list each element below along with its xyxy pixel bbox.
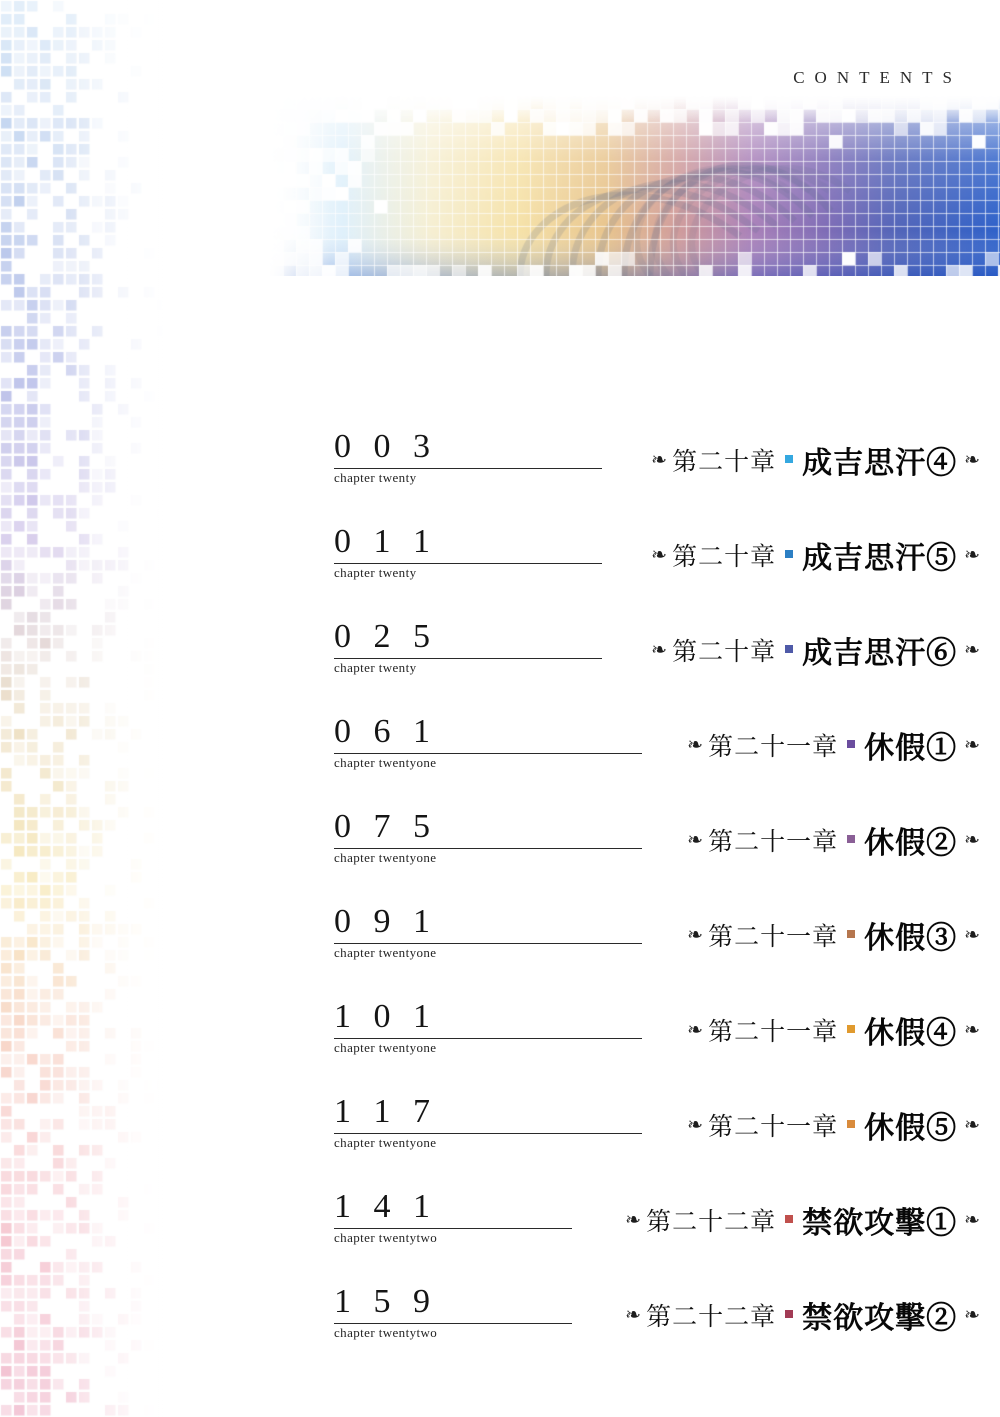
- flourish-left-icon: ❧: [651, 448, 668, 471]
- toc-entry-chapter-cn: 第二十一章: [708, 827, 839, 856]
- toc-entry-number-block: [332, 1000, 562, 1056]
- flourish-right-icon: ❧: [964, 1208, 980, 1231]
- toc-entry-title: 成吉思汗⑤: [802, 541, 958, 576]
- toc-entry-page-number: 0 9 1: [334, 903, 437, 940]
- toc-entry-title: 禁欲攻擊①: [802, 1206, 958, 1241]
- toc-entry[interactable]: [300, 1275, 980, 1370]
- toc-entry-page-number: 0 1 1: [334, 523, 437, 560]
- toc-entry-title: 成吉思汗④: [802, 446, 958, 481]
- banner-image: [270, 96, 1000, 276]
- toc-entry-page-number: 0 0 3: [334, 428, 437, 465]
- toc-entry[interactable]: [300, 420, 980, 515]
- separator-dot-icon: [847, 740, 855, 748]
- toc-entry-rule: [334, 1228, 572, 1229]
- toc-entry-page-number: 1 4 1: [334, 1188, 437, 1225]
- toc-entry-chapter-en: chapter twentyone: [334, 1135, 437, 1150]
- flourish-right-icon: ❧: [964, 1018, 980, 1041]
- toc-entry-chapter-en: chapter twentyone: [334, 755, 437, 770]
- toc-entry-number-block: [332, 1095, 562, 1151]
- flourish-left-icon: ❧: [625, 1208, 642, 1231]
- toc-entry-page-number: 0 2 5: [334, 618, 437, 655]
- separator-dot-icon: [847, 835, 855, 843]
- toc-entry-title-block: [651, 533, 980, 577]
- toc-entry-title-block: [651, 628, 980, 672]
- toc-entry-chapter-en: chapter twenty: [334, 660, 417, 675]
- toc-entry-chapter-en: chapter twentyone: [334, 1040, 437, 1055]
- toc-entry-title-block: [687, 723, 980, 767]
- toc-entry-chapter-en: chapter twentyone: [334, 850, 437, 865]
- flourish-left-icon: ❧: [651, 638, 668, 661]
- toc-entry-rule: [334, 943, 642, 944]
- toc-entry-rule: [334, 1133, 642, 1134]
- toc-entry-title: 成吉思汗⑥: [802, 636, 958, 671]
- toc-entry-chapter-cn: 第二十一章: [708, 1112, 839, 1141]
- toc-entry[interactable]: [300, 990, 980, 1085]
- toc-entry-title-block: [687, 818, 980, 862]
- toc-entry-chapter-cn: 第二十一章: [708, 922, 839, 951]
- toc-entry-chapter-cn: 第二十二章: [646, 1207, 777, 1236]
- separator-dot-icon: [847, 1025, 855, 1033]
- toc-entry[interactable]: [300, 895, 980, 990]
- table-of-contents: [300, 420, 980, 1370]
- toc-entry-chapter-cn: 第二十一章: [708, 732, 839, 761]
- toc-entry-title: 休假⑤: [864, 1111, 958, 1146]
- toc-entry-number-block: [332, 430, 562, 486]
- toc-entry-chapter-en: chapter twentytwo: [334, 1325, 438, 1340]
- toc-entry-title: 休假③: [864, 921, 958, 956]
- flourish-right-icon: ❧: [964, 638, 980, 661]
- toc-entry[interactable]: [300, 515, 980, 610]
- toc-entry-title-block: [625, 1293, 980, 1337]
- flourish-left-icon: ❧: [687, 1113, 704, 1136]
- toc-entry-title-block: [687, 913, 980, 957]
- flourish-left-icon: ❧: [687, 1018, 704, 1041]
- toc-entry[interactable]: [300, 705, 980, 800]
- toc-entry-title: 休假②: [864, 826, 958, 861]
- flourish-left-icon: ❧: [625, 1303, 642, 1326]
- flourish-right-icon: ❧: [964, 1113, 980, 1136]
- toc-entry-chapter-cn: 第二十一章: [708, 1017, 839, 1046]
- toc-entry-rule: [334, 563, 602, 564]
- toc-entry[interactable]: [300, 1085, 980, 1180]
- toc-entry-number-block: [332, 1285, 562, 1341]
- flourish-right-icon: ❧: [964, 448, 980, 471]
- flourish-left-icon: ❧: [651, 543, 668, 566]
- flourish-left-icon: ❧: [687, 828, 704, 851]
- toc-entry-chapter-en: chapter twentyone: [334, 945, 437, 960]
- toc-entry-chapter-cn: 第二十二章: [646, 1302, 777, 1331]
- separator-dot-icon: [785, 645, 793, 653]
- toc-entry-chapter-en: chapter twentytwo: [334, 1230, 438, 1245]
- toc-entry-title-block: [625, 1198, 980, 1242]
- separator-dot-icon: [785, 455, 793, 463]
- banner-gradient-canvas: [270, 96, 1000, 276]
- separator-dot-icon: [785, 1215, 793, 1223]
- toc-entry-chapter-cn: 第二十章: [672, 637, 777, 666]
- toc-entry-chapter-cn: 第二十章: [672, 447, 777, 476]
- toc-entry-title-block: [651, 438, 980, 482]
- flourish-left-icon: ❧: [687, 733, 704, 756]
- toc-entry-number-block: [332, 715, 562, 771]
- separator-dot-icon: [785, 550, 793, 558]
- toc-entry-page-number: 1 5 9: [334, 1283, 437, 1320]
- toc-entry-chapter-en: chapter twenty: [334, 470, 417, 485]
- toc-entry-number-block: [332, 1190, 562, 1246]
- separator-dot-icon: [847, 930, 855, 938]
- flourish-right-icon: ❧: [964, 923, 980, 946]
- left-mosaic-canvas: [0, 0, 170, 1417]
- toc-entry[interactable]: [300, 1180, 980, 1275]
- flourish-right-icon: ❧: [964, 543, 980, 566]
- toc-entry-rule: [334, 658, 602, 659]
- toc-entry-title: 休假④: [864, 1016, 958, 1051]
- toc-entry-number-block: [332, 620, 562, 676]
- separator-dot-icon: [785, 1310, 793, 1318]
- toc-entry-title-block: [687, 1103, 980, 1147]
- separator-dot-icon: [847, 1120, 855, 1128]
- toc-entry-page-number: 1 0 1: [334, 998, 437, 1035]
- toc-entry[interactable]: [300, 800, 980, 895]
- toc-entry-number-block: [332, 525, 562, 581]
- flourish-left-icon: ❧: [687, 923, 704, 946]
- toc-entry-chapter-cn: 第二十章: [672, 542, 777, 571]
- toc-entry-chapter-en: chapter twenty: [334, 565, 417, 580]
- toc-entry-rule: [334, 1323, 572, 1324]
- toc-entry[interactable]: [300, 610, 980, 705]
- toc-entry-rule: [334, 1038, 642, 1039]
- toc-entry-page-number: 0 7 5: [334, 808, 437, 845]
- flourish-right-icon: ❧: [964, 1303, 980, 1326]
- toc-entry-title-block: [687, 1008, 980, 1052]
- left-mosaic-decoration: [0, 0, 170, 1417]
- toc-entry-title: 休假①: [864, 731, 958, 766]
- toc-entry-title: 禁欲攻擊②: [802, 1301, 958, 1336]
- flourish-right-icon: ❧: [964, 828, 980, 851]
- toc-entry-rule: [334, 848, 642, 849]
- toc-entry-page-number: 0 6 1: [334, 713, 437, 750]
- flourish-right-icon: ❧: [964, 733, 980, 756]
- toc-entry-page-number: 1 1 7: [334, 1093, 437, 1130]
- toc-entry-number-block: [332, 905, 562, 961]
- page-title: CONTENTS: [793, 68, 962, 87]
- toc-entry-number-block: [332, 810, 562, 866]
- toc-entry-rule: [334, 468, 602, 469]
- toc-entry-rule: [334, 753, 642, 754]
